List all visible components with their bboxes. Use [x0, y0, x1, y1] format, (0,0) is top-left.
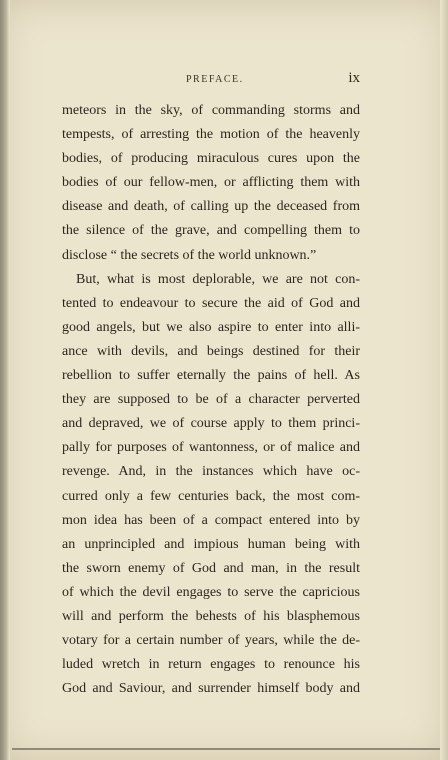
text-line: tempests, of arresting the motion of the heavenly: [62, 127, 360, 143]
text-line: ance with devils, and beings destined for their: [62, 343, 360, 359]
text-line: bodies, of producing miraculous cures upon the: [62, 151, 360, 167]
text-line: an unprincipled and impious human being with: [62, 536, 360, 552]
text-line: they are supposed to be of a character perverted: [62, 392, 360, 408]
text-line: tented to endeavour to secure the aid of God and: [62, 295, 360, 311]
text-line: votary for a certain number of years, while the de-: [62, 633, 360, 649]
text-line: luded wretch in return engages to renounce his: [62, 657, 360, 673]
text-line: bodies of our fellow-men, or afflicting them with: [62, 175, 360, 191]
text-line: the silence of the grave, and compelling them to: [62, 223, 360, 239]
text-line: But, what is most deplorable, we are not con-: [76, 271, 360, 287]
text-line: mon idea has been of a compact entered into by: [62, 512, 360, 528]
text-line: will and perform the behests of his blasphemous: [62, 608, 360, 624]
text-line: of which the devil engages to serve the capricious: [62, 584, 360, 600]
running-head: PREFACE.: [186, 74, 244, 85]
text-line: revenge. And, in the instances which have oc-: [62, 464, 360, 480]
page-gutter: [0, 0, 10, 760]
body-text: [62, 99, 360, 701]
page-number: ix: [348, 70, 360, 86]
text-line: curred only a few centuries back, the most com-: [62, 488, 360, 504]
text-line: good angels, but we also aspire to enter into alli-: [62, 319, 360, 335]
text-line: pally for purposes of wantonness, or of malice and: [62, 440, 360, 456]
page-header: [62, 72, 360, 90]
text-line: God and Saviour, and surrender himself body and: [62, 681, 360, 697]
text-line: meteors in the sky, of commanding storms and: [62, 103, 360, 118]
text-line: the sworn enemy of God and man, in the result: [62, 560, 360, 576]
text-line: disease and death, of calling up the deceased from: [62, 199, 360, 215]
text-line: and depraved, we of course apply to them princi-: [62, 416, 360, 432]
page-bottom-edge: [12, 748, 440, 750]
text-line: rebellion to suffer eternally the pains of hell. As: [62, 368, 360, 384]
text-line: disclose “ the secrets of the world unknown.”: [62, 247, 317, 263]
page-edge: [440, 0, 448, 760]
